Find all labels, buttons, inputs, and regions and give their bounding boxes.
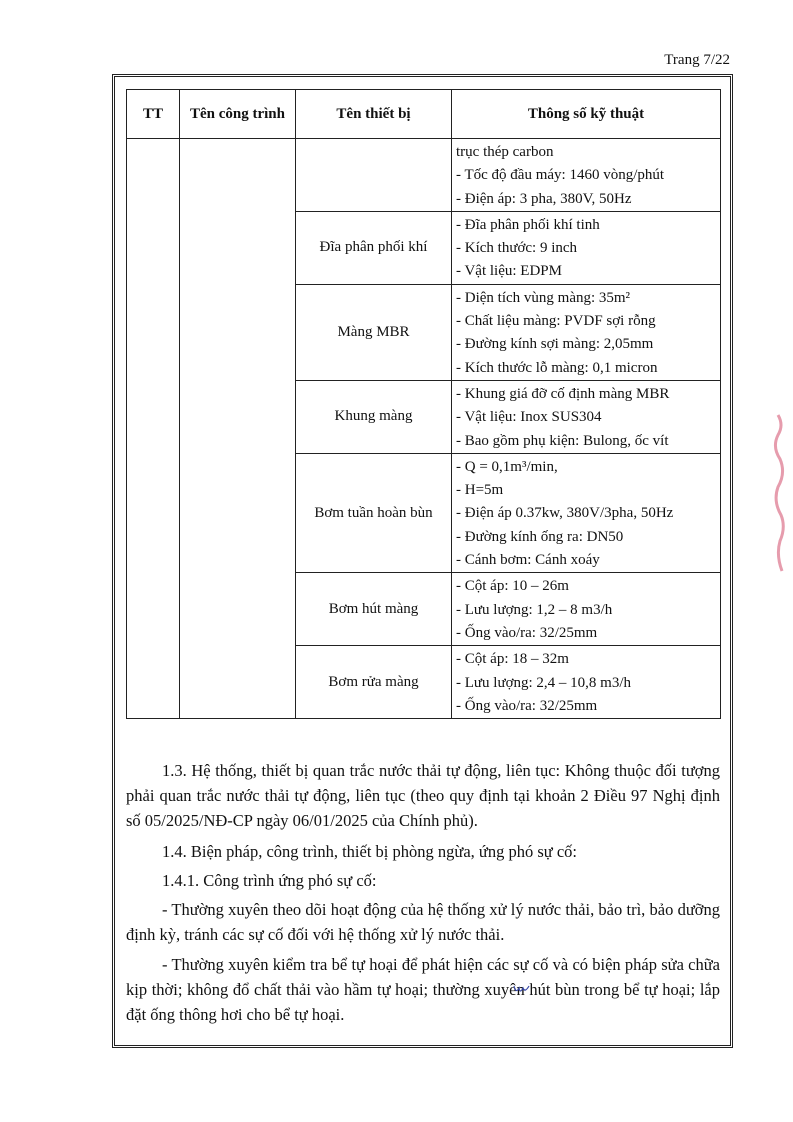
- spec-line: - Tốc độ đầu máy: 1460 vòng/phút: [456, 167, 665, 184]
- device-name-cell: Khung màng: [296, 380, 452, 453]
- spec-line: - Lưu lượng: 2,4 – 10,8 m3/h: [456, 674, 632, 691]
- spec-line: - Vật liệu: Inox SUS304: [456, 409, 602, 426]
- tt-cell: [127, 139, 180, 719]
- spec-line: - Cột áp: 18 – 32m: [456, 651, 569, 668]
- table-header-row: [127, 90, 721, 139]
- initials-signature-mark: [512, 980, 536, 1000]
- page-number: Trang 7/22: [664, 52, 730, 68]
- spec-line: - Đường kính ống ra: DN50: [456, 528, 624, 545]
- side-stamp-mark: [770, 410, 790, 580]
- spec-line: - Cột áp: 10 – 26m: [456, 578, 569, 595]
- spec-cell: [452, 380, 721, 453]
- spec-line: - Bao gồm phụ kiện: Bulong, ốc vít: [456, 432, 669, 449]
- spec-line: - Q = 0,1m³/min,: [456, 458, 558, 475]
- column-header-ten-cong-trinh: Tên công trình: [180, 90, 296, 139]
- spec-line: - Cánh bơm: Cánh xoáy: [456, 552, 600, 569]
- device-name-cell: Bơm hút màng: [296, 573, 452, 646]
- spec-line: - Kích thước lỗ màng: 0,1 micron: [456, 359, 658, 376]
- spec-cell: [452, 573, 721, 646]
- spec-line: - Điện áp 0.37kw, 380V/3pha, 50Hz: [456, 505, 674, 522]
- spec-line: trục thép carbon: [456, 144, 554, 160]
- section-1-4-1-heading: 1.4.1. Công trình ứng phó sự cố:: [162, 870, 377, 890]
- device-name-cell: Màng MBR: [296, 284, 452, 380]
- column-header-tt: TT: [127, 90, 180, 139]
- spec-line: - Kích thước: 9 inch: [456, 240, 578, 257]
- spec-line: - Diện tích vùng màng: 35m²: [456, 289, 631, 306]
- spec-line: - Vật liệu: EDPM: [456, 263, 562, 280]
- table-row: [127, 139, 721, 212]
- body-text: [126, 758, 720, 1033]
- bullet-monitor-system: - Thường xuyên theo dõi hoạt động của hệ thống xử lý nước thải, bảo trì, bảo dưỡng định kỳ, tránh các sự cố đối với hệ thống xử lý nước thải.: [126, 899, 720, 944]
- device-name-cell: Bơm tuần hoàn bùn: [296, 453, 452, 572]
- spec-line: - Chất liệu màng: PVDF sợi rỗng: [456, 313, 656, 330]
- spec-cell: [452, 646, 721, 719]
- equipment-spec-table: [126, 89, 721, 719]
- bullet-septic-tank: - Thường xuyên kiểm tra bể tự hoại để phát hiện các sự cố và có biện pháp sửa chữa kịp thời; không đổ chất thải vào hầm tự hoại; thường xuyên hút bùn trong bể tự hoại; lắp đặt ống thông hơi cho bể tự hoại.: [126, 955, 720, 1024]
- spec-line: - H=5m: [456, 482, 504, 499]
- spec-line: - Đĩa phân phối khí tinh: [456, 216, 600, 233]
- column-header-thong-so: Thông số kỹ thuật: [452, 90, 721, 139]
- spec-line: - Ống vào/ra: 32/25mm: [456, 624, 598, 641]
- device-name-cell: [296, 139, 452, 212]
- column-header-ten-thiet-bi: Tên thiết bị: [296, 90, 452, 139]
- spec-line: - Ống vào/ra: 32/25mm: [456, 697, 598, 714]
- spec-line: - Đường kính sợi màng: 2,05mm: [456, 336, 654, 353]
- spec-cell: [452, 211, 721, 284]
- spec-line: - Khung giá đỡ cố định màng MBR: [456, 385, 670, 402]
- spec-cell: [452, 453, 721, 572]
- spec-cell: [452, 139, 721, 212]
- device-name-cell: Đĩa phân phối khí: [296, 211, 452, 284]
- cong-trinh-cell: [180, 139, 296, 719]
- table-body: [127, 139, 721, 719]
- section-1-4-heading: 1.4. Biện pháp, công trình, thiết bị phòng ngừa, ứng phó sự cố:: [162, 841, 577, 861]
- spec-cell: [452, 284, 721, 380]
- section-1-3-paragraph: 1.3. Hệ thống, thiết bị quan trắc nước thải tự động, liên tục: Không thuộc đối tượng phải quan trắc nước thải tự động, liên tục (theo quy định tại khoản 2 Điều 97 Nghị định số 05/2025/NĐ-CP ngày 06/01/2025 của Chính phủ).: [126, 761, 720, 830]
- device-name-cell: Bơm rửa màng: [296, 646, 452, 719]
- spec-line: - Điện áp: 3 pha, 380V, 50Hz: [456, 190, 632, 207]
- spec-line: - Lưu lượng: 1,2 – 8 m3/h: [456, 601, 613, 618]
